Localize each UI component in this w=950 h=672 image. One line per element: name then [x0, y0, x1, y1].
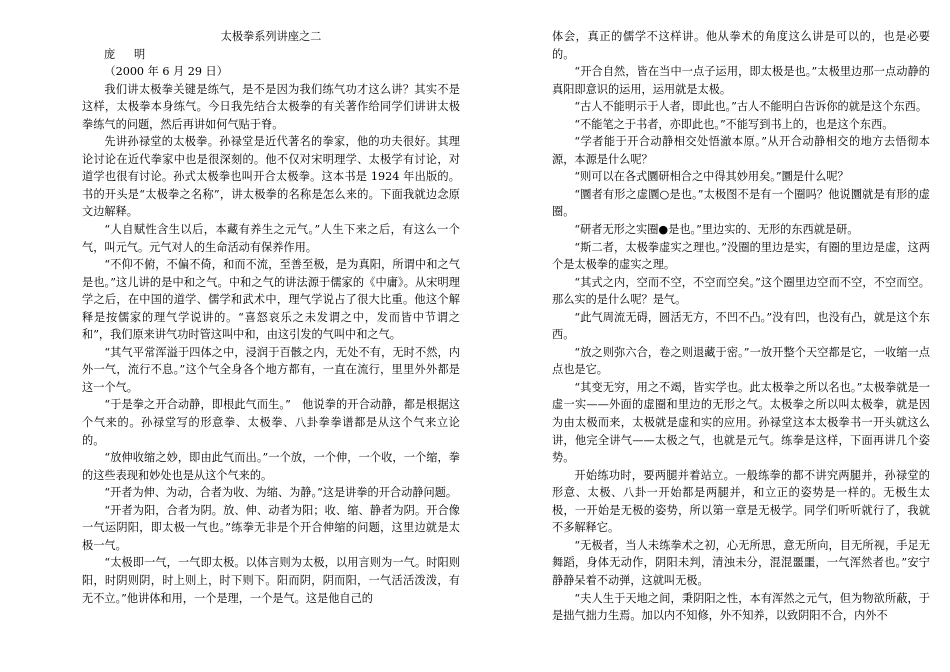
paragraph: 体会，真正的儒学不这样讲。他从拳术的角度这么讲是可以的，也是必要的。	[552, 30, 930, 61]
paragraph: 我们讲太极拳关键是练气，是不是因为我们练气功才这么讲？其实不是这样，太极拳本身练气。今日我先结合太极拳的有关著作给同学们讲讲太极拳练气的问题，然后再讲如何气贴于脊。	[82, 82, 460, 131]
paragraph: “圜者有形之虚圜○是也。”太极图不是有一个圈吗？他说圜就是有形的虚圈。	[552, 187, 930, 219]
paragraph: “于是拳之开合动静，即根此气而生。” 他说拳的开合动静，都是根据这个气来的。孙禄堂写的形意拳、太极拳、八卦拳拳谱都是从这个气来立论的。	[82, 398, 460, 447]
paragraph: “此气周流无碍，圆活无方，不凹不凸。”没有凹，也没有凸，就是这个东西。	[552, 310, 930, 342]
paragraph: “不仰不俯，不偏不倚，和而不流，至善至极，是为真阳，所谓中和之气是也。”这儿讲的是中和之气。中和之气的讲法源于儒家的《中庸》。从宋明理学之后，在中国的道学、儒学和武术中，理气学说占了很大比重。他这个解释是按儒家的理气学说讲的。“喜怒哀乐之未发谓之中，发而皆中节谓之和”，我们原来讲气功时管这叫中和，由这引发的气叫中和之气。	[82, 258, 460, 342]
paragraph: “开者为阳，合者为阴。放、伸、动者为阳；收、缩、静者为阴。开合像一气运阴阳，即太极一气也。”练拳无非是个开合伸缩的问题，这里边就是太极一气。	[82, 503, 460, 552]
paragraph: “放伸收缩之妙，即由此气而出。”一个放，一个伸，一个收，一个缩，拳的这些表现和妙处也是从这个气来的。	[82, 451, 460, 482]
paragraph: 开始练功时，要两腿并着站立。一般练拳的都不讲究两腿并，孙禄堂的形意、太极、八卦一开始都是两腿并，和立正的姿势是一样的。无极生太极，一开始是无极的姿势，所以第一章是无极学。同学们听听就行了，我就不多解释它。	[552, 468, 930, 535]
paragraph: “研者无形之实圈●是也。”里边实的、无形的东西就是研。	[574, 223, 859, 237]
author-given: 庞	[104, 47, 116, 61]
paragraph: “古人不能明示于人者，即此也。”古人不能明白告诉你的就是这个东西。	[574, 100, 928, 114]
paragraph: “开合自然，皆在当中一点子运用，即太极是也。”太极里边那一点动静的真阳即意识的运用，运用就是太极。	[552, 65, 930, 96]
paragraph: “太极即一气，一气即太极。以体言则为太极，以用言则为一气。时阳则阳，时阴则阴，时上则上，时下则下。阳而阴，阴而阳，一气活活泼泼，有无不立。”他讲体和用，一个是理，一个是气。这是他自己的	[82, 556, 460, 605]
paragraph: “人自赋性含生以后，本藏有养生之元气。”人生下来之后，有这么一个气，叫元气。元气对人的生命活动有保养作用。	[82, 223, 460, 254]
paragraph: “则可以在各式圜研相合之中得其妙用矣。”圜是什么呢？	[574, 170, 849, 184]
paragraph: “夫人生于天地之间，秉阴阳之性，本有浑然之元气，但为物欲所蔽，于是拙气拙力生焉。加以内不知修，外不知养，以致阴阳不合，内外不	[552, 591, 930, 623]
paragraph: “其变无穷，用之不竭，皆实学也。此太极拳之所以名也。”太极拳就是一虚一实——外面的虚圈和里边的无形之气。太极拳之所以叫太极拳，就是因为由太极而来，太极就是虚和实的应用。孙禄堂这本太极拳书一开头就这么讲，他完全讲气——太极之气，也就是元气。练拳是这样，下面再讲几个姿势。	[552, 380, 930, 465]
paragraph: “放之则弥六合，卷之则退藏于密。”一放开整个天空都是它，一收缩一点点也是它。	[552, 345, 930, 377]
left-column	[82, 28, 460, 607]
right-column	[552, 28, 930, 625]
paragraph: “其式之内，空而不空，不空而空矣。”这个圈里边空而不空，不空而空。那么实的是什么呢？是气。	[552, 275, 930, 307]
paragraph: “斯二者，太极拳虚实之理也。”没圈的里边是实，有圈的里边是虚，这两个是太极拳的虚实之理。	[552, 240, 930, 272]
paragraph: “不能笔之于书者，亦即此也。”不能写到书上的，也是这个东西。	[574, 117, 894, 131]
paragraph: “无极者，当人未练拳术之初，心无所思，意无所向，目无所视，手足无舞蹈，身体无动作，阴阳未判，清浊未分，混混噩噩，一气浑然者也。”安宁静静呆着不动弹，这就叫无极。	[552, 538, 930, 587]
lecture-title: 太极拳系列讲座之二	[220, 30, 322, 43]
paragraph: “学者能于开合动静相交处悟澈本原。”从开合动静相交的地方去悟彻本源，本源是什么呢？	[552, 135, 930, 166]
author-family: 明	[134, 47, 146, 61]
paragraph: “其气平常浑溢于四体之中，浸润于百骸之内，无处不有，无时不然，内外一气，流行不息。”这个气全身各个地方都有，一直在流行，里里外外都是这一个气。	[82, 345, 460, 394]
paragraph: 先讲孙禄堂的太极拳。孙禄堂是近代著名的拳家，他的功夫很好。其理论讨论在近代拳家中也是很深刻的。他不仅对宋明理学、太极学有讨论，对道学也很有讨论。孙式太极拳也叫开合太极拳。这本书是 1924 年出版的。书的开头是“太极拳之名称”，讲太极拳的名称是怎么来的。下面我就边念原文边解释。	[82, 135, 460, 219]
lecture-date: （2000 年 6 月 29 日）	[104, 65, 228, 79]
author-name	[82, 46, 460, 64]
paragraph: “开者为伸、为动，合者为收、为缩、为静。”这是讲拳的开合动静问题。	[104, 486, 458, 500]
